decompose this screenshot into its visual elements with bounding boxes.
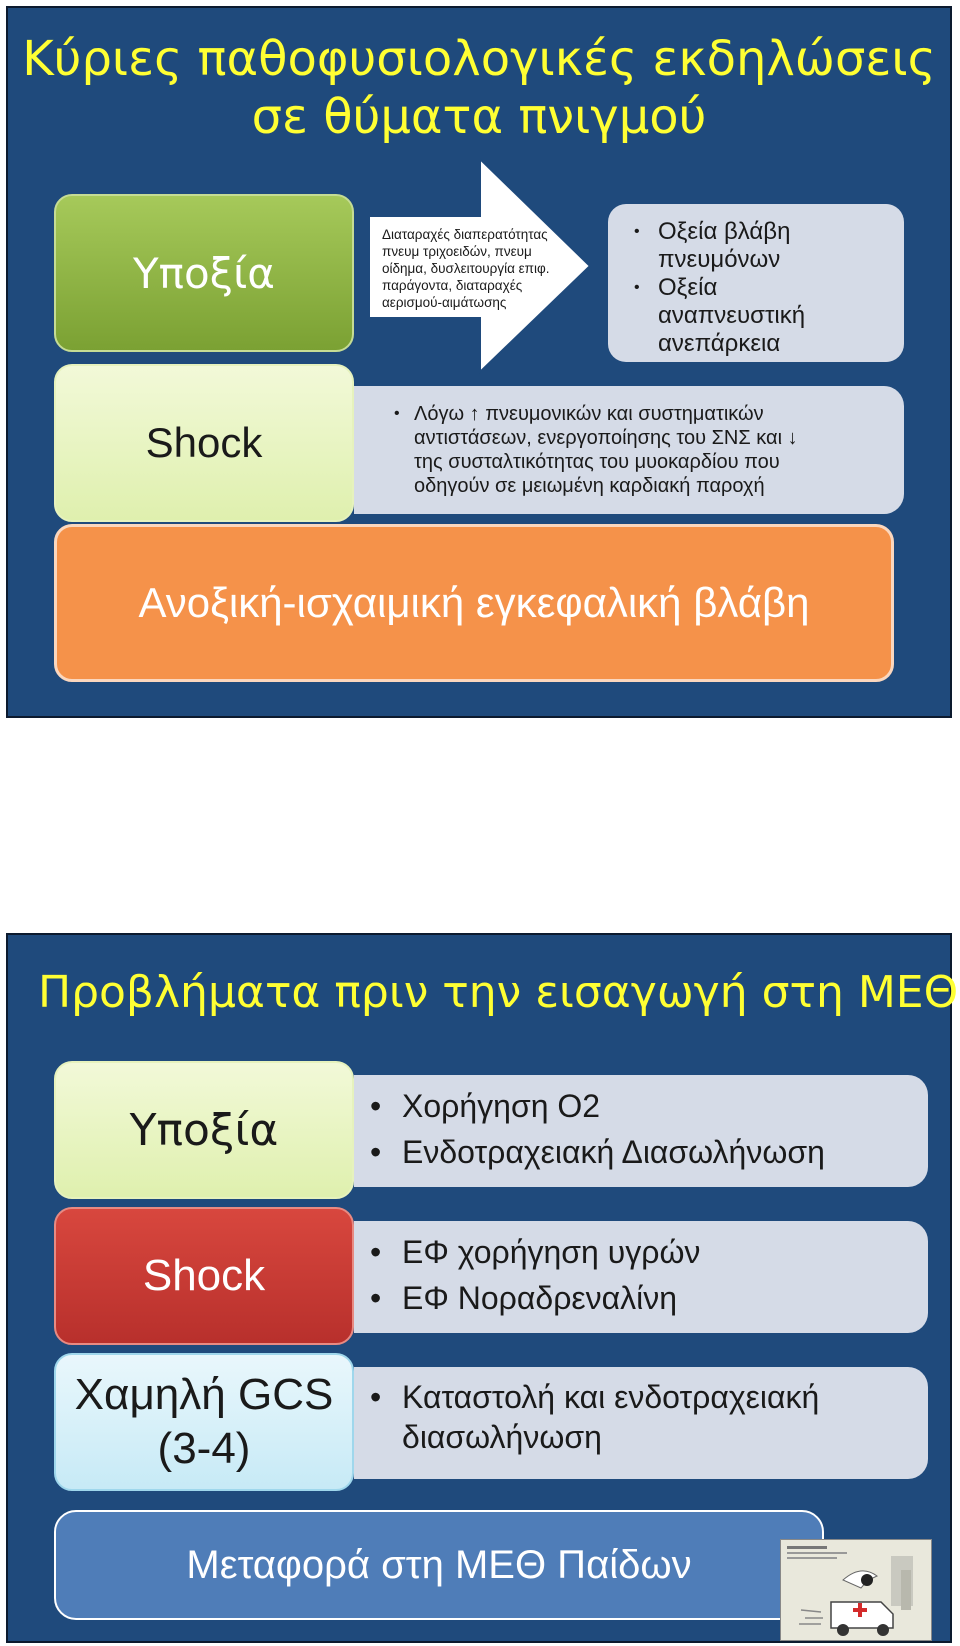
- low-gcs-box: [54, 1353, 354, 1491]
- gcs-label-line-1: Χαμηλή GCS: [74, 1370, 334, 1419]
- title-line-1: Κύριες παθοφυσιολογικές εκδηλώσεις: [22, 31, 936, 87]
- list-item: • Λόγω ↑ πνευμονικών και συστηματικών αντιστάσεων, ενεργοποίησης του ΣΝΣ και ↓ της συσταλτικότητας του μυοκαρδίου που οδηγούν σε μειωμένη καρδιακή παροχή: [414, 402, 798, 498]
- shock-explanation-list: [414, 402, 798, 498]
- shock-box: [54, 364, 354, 522]
- slide-pathophysiology: [6, 6, 952, 718]
- list-item: • ΕΦ Νοραδρεναλίνη: [402, 1275, 700, 1321]
- list-item: • ΕΦ χορήγηση υγρών: [402, 1229, 700, 1275]
- slide-pre-icu-problems: [6, 933, 959, 1643]
- list-item: • Οξεία αναπνευστική ανεπάρκεια: [658, 274, 805, 358]
- arrow-text: Διαταραχές διαπερατότητας πνευμ τριχοειδών, πνευμ οίδημα, δυσλειτουργία επιφ. παράγοντα, διαταραχές αερισμού-αιμάτωσης: [382, 227, 550, 310]
- title-line-2: σε θύματα πνιγμού: [251, 89, 707, 145]
- list-item: • Οξεία βλάβη πνευμόνων: [658, 218, 805, 274]
- shock-actions-panel: [354, 1221, 928, 1333]
- hypoxia-label: Υποξία: [129, 1104, 279, 1156]
- ambulance-cartoon-image: [780, 1539, 932, 1641]
- transfer-label: Μεταφορά στη ΜΕΘ Παίδων: [186, 1542, 692, 1587]
- list-item: • Χορήγηση O2: [402, 1083, 825, 1129]
- hypoxia-label: Υποξία: [133, 248, 275, 298]
- ambulance-icon: [781, 1540, 931, 1640]
- shock-explanation-panel: [354, 386, 904, 514]
- hypoxia-box: [54, 1061, 354, 1199]
- transfer-box: [54, 1510, 824, 1620]
- gcs-actions-panel: [354, 1367, 928, 1479]
- slide-title: Προβλήματα πριν την εισαγωγή στη ΜΕΘ: [38, 967, 959, 1018]
- list-item: • Καταστολή και ενδοτραχειακή διασωλήνωση: [402, 1377, 819, 1457]
- arrow-up-icon: ↑: [469, 403, 480, 425]
- hypoxia-box: [54, 194, 354, 352]
- brain-injury-label: Ανοξική-ισχαιμική εγκεφαλική βλάβη: [138, 579, 810, 626]
- slide-title: [8, 30, 950, 146]
- shock-label: Shock: [142, 1251, 266, 1300]
- brain-injury-box: [54, 524, 894, 682]
- outcome-panel: [608, 204, 904, 362]
- shock-box: [54, 1207, 354, 1345]
- list-item: • Ενδοτραχειακή Διασωλήνωση: [402, 1129, 825, 1175]
- arrow-down-icon: ↓: [787, 427, 798, 449]
- shock-label: Shock: [145, 419, 263, 466]
- gcs-label-line-2: (3-4): [157, 1424, 251, 1473]
- outcome-list: [658, 218, 805, 358]
- hypoxia-actions-panel: [354, 1075, 928, 1187]
